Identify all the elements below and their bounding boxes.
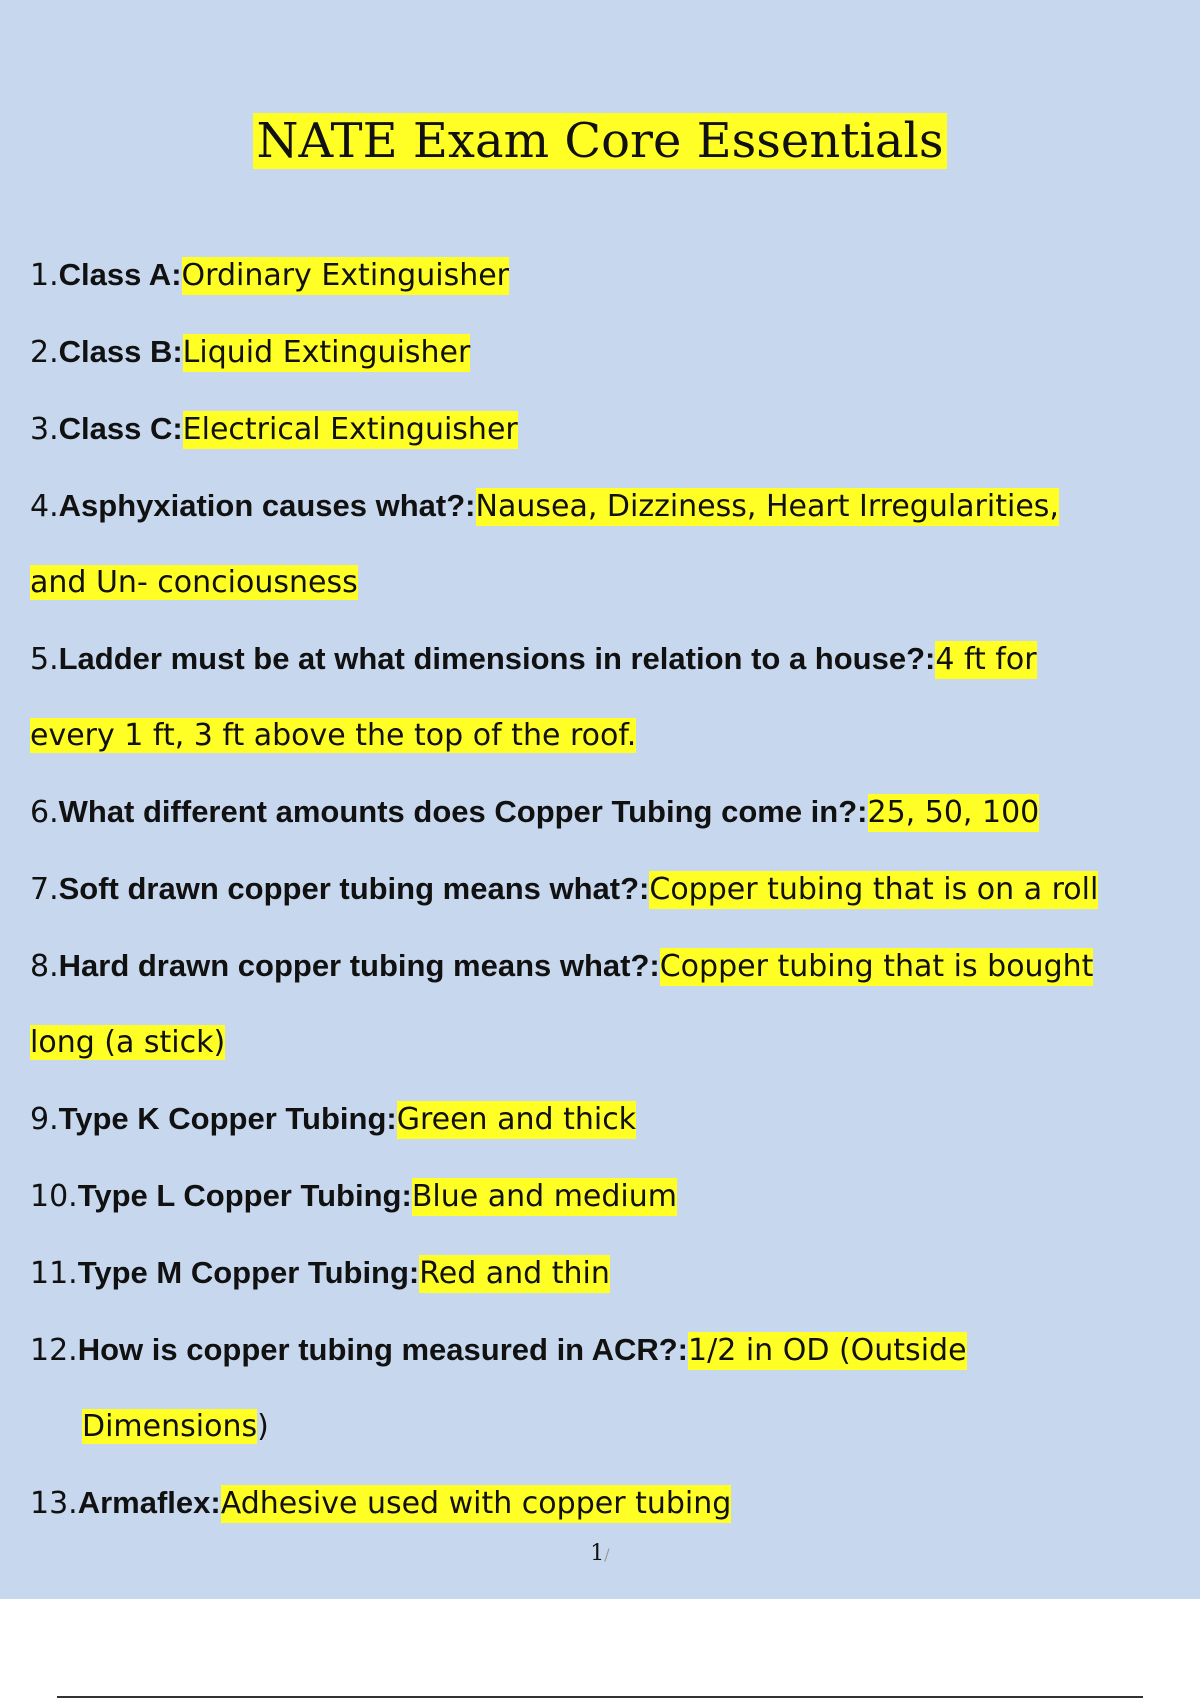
document-title: NATE Exam Core Essentials: [253, 113, 948, 169]
item-answer-continued: long (a stick): [30, 1025, 226, 1060]
item-question: Hard drawn copper tubing means what?:: [58, 948, 660, 983]
item-answer-tail: ): [257, 1409, 269, 1444]
list-item: [30, 391, 1180, 468]
title-container: [0, 110, 1200, 172]
item-answer: 4 ft for: [935, 642, 1037, 677]
item-question: Armaflex:: [77, 1485, 221, 1520]
item-answer: Ordinary Extinguisher: [181, 258, 509, 293]
item-number: 13.: [30, 1486, 78, 1521]
item-answer: Copper tubing that is bought: [659, 949, 1094, 984]
list-item: [30, 468, 1180, 545]
item-answer: 25, 50, 100: [867, 795, 1040, 830]
item-answer: Copper tubing that is on a roll: [649, 872, 1099, 907]
item-question: What different amounts does Copper Tubing come in?:: [58, 794, 868, 829]
item-answer: Liquid Extinguisher: [182, 335, 471, 370]
item-answer: Green and thick: [396, 1102, 637, 1137]
item-question: How is copper tubing measured in ACR?:: [77, 1332, 689, 1367]
list-item-continuation: [30, 1005, 1180, 1081]
list-item-continuation: [30, 1389, 1180, 1465]
page-number-value: 1: [590, 1541, 605, 1566]
item-question: Type L Copper Tubing:: [77, 1178, 412, 1213]
item-answer: Electrical Extinguisher: [182, 412, 518, 447]
item-question: Asphyxiation causes what?:: [58, 488, 476, 523]
item-question: Class B:: [58, 334, 183, 369]
list-item-continuation: [30, 545, 1180, 621]
item-answer: Adhesive used with copper tubing: [220, 1486, 732, 1521]
list-item: [30, 1158, 1180, 1235]
list-item: [30, 1235, 1180, 1312]
footer-divider: [57, 1696, 1143, 1698]
item-answer-continued: and Un- conciousness: [30, 565, 358, 600]
list-item: [30, 621, 1180, 698]
item-answer-continued: every 1 ft, 3 ft above the top of the roof.: [30, 718, 637, 753]
item-number: 7.: [30, 872, 59, 907]
item-question: Type M Copper Tubing:: [77, 1255, 420, 1290]
item-question: Type K Copper Tubing:: [58, 1101, 397, 1136]
item-number: 9.: [30, 1102, 59, 1137]
list-item-continuation: [30, 698, 1180, 774]
item-number: 10.: [30, 1179, 78, 1214]
item-question: Ladder must be at what dimensions in relation to a house?:: [58, 641, 936, 676]
item-answer: Blue and medium: [411, 1179, 678, 1214]
item-number: 8.: [30, 949, 59, 984]
item-answer: Nausea, Dizziness, Heart Irregularities,: [475, 489, 1059, 524]
item-number: 4.: [30, 489, 59, 524]
list-item: [30, 314, 1180, 391]
list-item: [30, 237, 1180, 314]
item-number: 6.: [30, 795, 59, 830]
item-answer: Red and thin: [419, 1256, 610, 1291]
page-number: [0, 1541, 1200, 1566]
list-item: [30, 851, 1180, 928]
item-question: Soft drawn copper tubing means what?:: [58, 871, 650, 906]
item-number: 11.: [30, 1256, 78, 1291]
list-item: [30, 1465, 1180, 1542]
item-number: 2.: [30, 335, 59, 370]
page-number-slash: /: [604, 1545, 610, 1564]
item-number: 5.: [30, 642, 59, 677]
item-answer: 1/2 in OD (Outside: [688, 1333, 967, 1368]
item-answer-continued: Dimensions: [82, 1409, 258, 1444]
list-item: [30, 774, 1180, 851]
list-item: [30, 928, 1180, 1005]
item-question: Class C:: [58, 411, 183, 446]
item-number: 1.: [30, 258, 59, 293]
item-number: 3.: [30, 412, 59, 447]
item-number: 12.: [30, 1333, 78, 1368]
item-question: Class A:: [58, 257, 182, 292]
list-item: [30, 1312, 1180, 1389]
list-item: [30, 1081, 1180, 1158]
question-list: [30, 237, 1180, 1542]
